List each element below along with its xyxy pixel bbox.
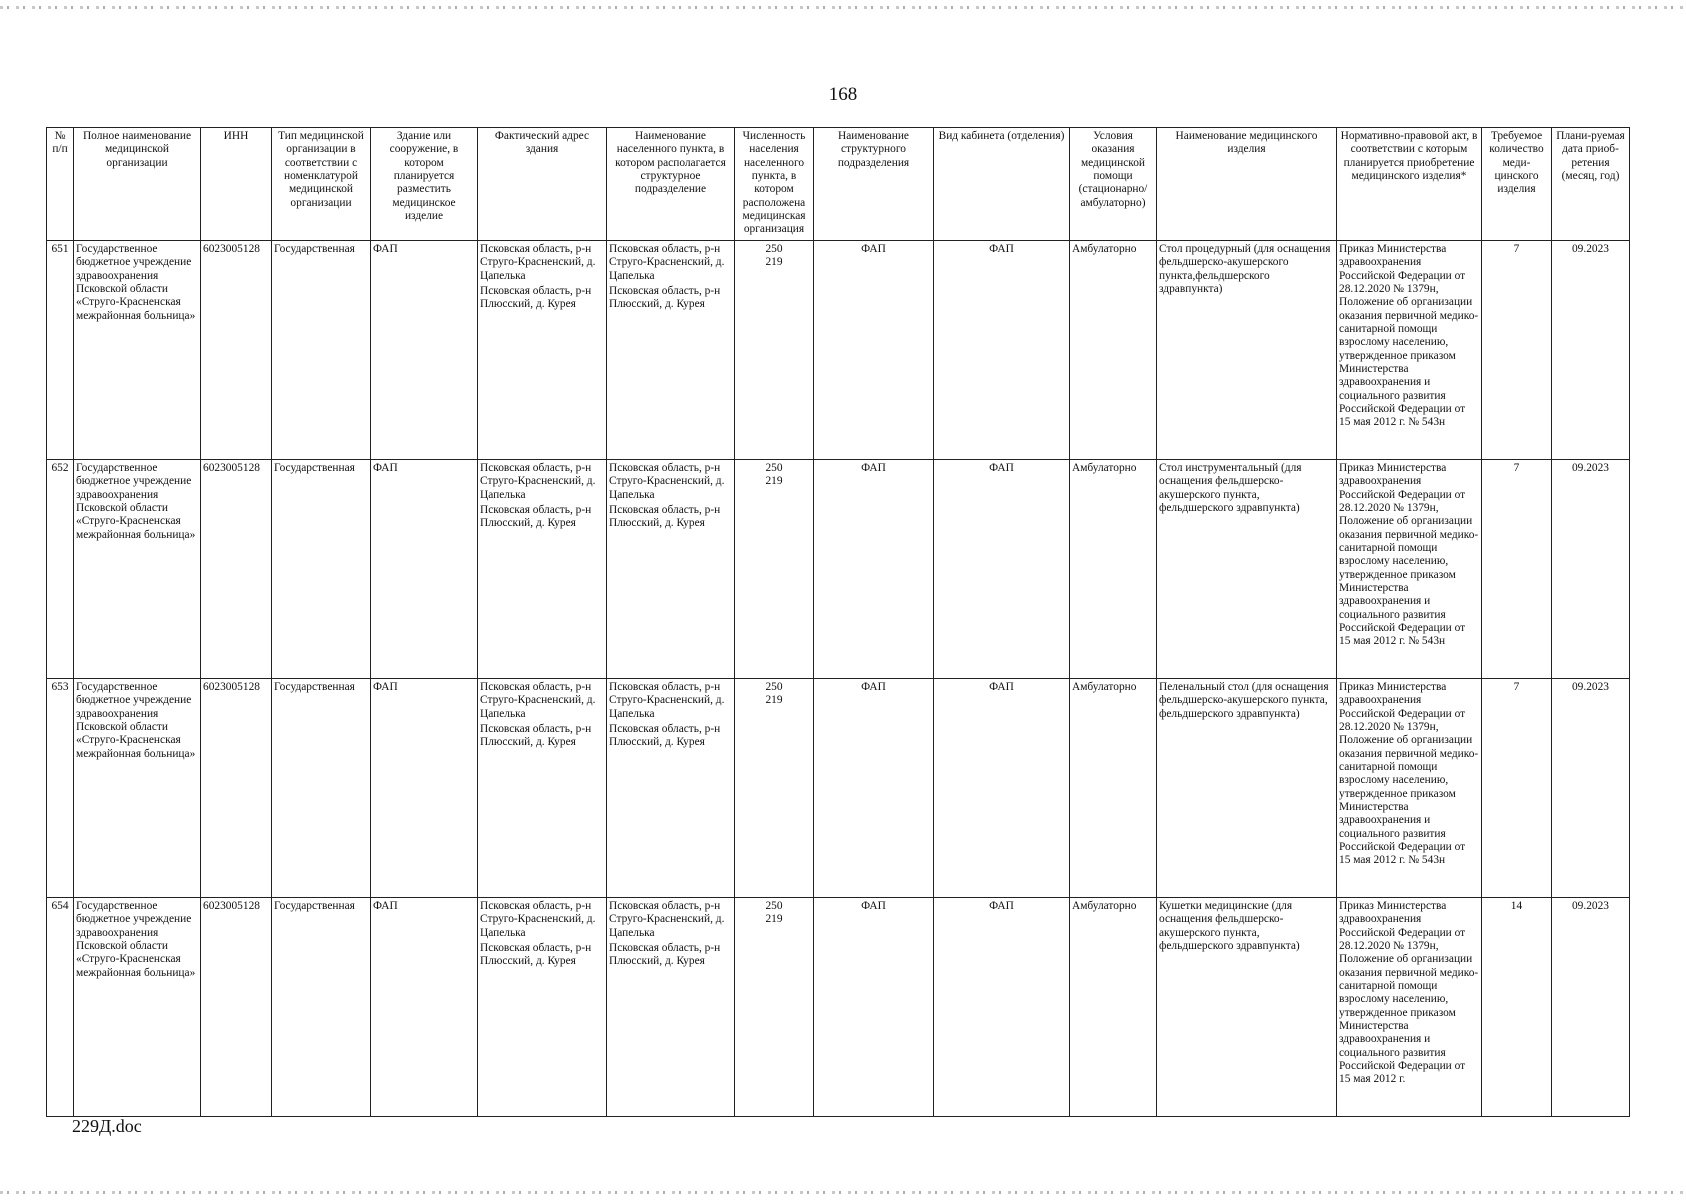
cell-population bbox=[735, 460, 814, 679]
header-cell-num: № п/п bbox=[47, 128, 74, 241]
cell-cabinet: ФАП bbox=[934, 679, 1070, 898]
header-cell-date: Плани-руемая дата приоб-ретения (месяц, год) bbox=[1552, 128, 1630, 241]
population-value: 219 bbox=[765, 694, 783, 707]
population-value: 219 bbox=[765, 475, 783, 488]
locality-line: Псковская область, р-н Струго-Красненский, д. Цапелька bbox=[609, 243, 725, 282]
file-name: 229Д.doc bbox=[72, 1116, 142, 1136]
table-row bbox=[47, 679, 1630, 898]
cell-locality bbox=[607, 679, 735, 898]
cell-type: Государственная bbox=[272, 898, 371, 1117]
cell-device: Кушетки медицинские (для оснащения фельдшерско-акушерского пункта, фельдшерского здравпункта) bbox=[1157, 898, 1337, 1117]
cell-inn: 6023005128 bbox=[201, 460, 272, 679]
cell-inn: 6023005128 bbox=[201, 898, 272, 1117]
cell-locality bbox=[607, 898, 735, 1117]
locality-line: Псковская область, р-н Плюсский, д. Курея bbox=[609, 504, 721, 530]
cell-org: Государственное бюджетное учреждение здравоохранения Псковской области «Струго-Красненская межрайонная больница» bbox=[74, 460, 201, 679]
cell-device: Пеленальный стол (для оснащения фельдшерско-акушерского пункта, фельдшерского здравпункта) bbox=[1157, 679, 1337, 898]
cell-conditions: Амбулаторно bbox=[1070, 679, 1157, 898]
cell-unit: ФАП bbox=[814, 460, 934, 679]
cell-type: Государственная bbox=[272, 460, 371, 679]
cell-address bbox=[478, 679, 607, 898]
cell-unit: ФАП bbox=[814, 241, 934, 460]
population-value: 250 bbox=[765, 243, 783, 255]
cell-population bbox=[735, 679, 814, 898]
population-value: 219 bbox=[765, 256, 783, 269]
cell-act: Приказ Министерства здравоохранения Российской Федерации от 28.12.2020 № 1379н, Положение об организации оказания первичной медико-санитарной помощи взрослому населению, утвержденное приказом Министерства здравоохранения и социального развития Российской Федерации от 15 мая 2012 г. № 543н bbox=[1337, 460, 1482, 679]
cell-unit: ФАП bbox=[814, 898, 934, 1117]
address-line: Псковская область, р-н Плюсский, д. Курея bbox=[480, 504, 592, 530]
header-cell-unit: Наименование структурного подразделения bbox=[814, 128, 934, 241]
cell-locality bbox=[607, 241, 735, 460]
cell-device: Стол инструментальный (для оснащения фельдшерско-акушерского пункта, фельдшерского здравпункта) bbox=[1157, 460, 1337, 679]
scan-edge-top bbox=[0, 6, 1686, 9]
table-row bbox=[47, 898, 1630, 1117]
header-cell-conditions: Условия оказания медицинской помощи (стационарно/ амбулаторно) bbox=[1070, 128, 1157, 241]
cell-population bbox=[735, 898, 814, 1117]
cell-type: Государственная bbox=[272, 241, 371, 460]
cell-cabinet: ФАП bbox=[934, 460, 1070, 679]
cell-quantity: 7 bbox=[1482, 241, 1552, 460]
cell-conditions: Амбулаторно bbox=[1070, 241, 1157, 460]
header-cell-inn: ИНН bbox=[201, 128, 272, 241]
cell-population bbox=[735, 241, 814, 460]
cell-address bbox=[478, 460, 607, 679]
cell-date: 09.2023 bbox=[1552, 679, 1630, 898]
population-value: 219 bbox=[765, 913, 783, 926]
address-line: Псковская область, р-н Струго-Красненский, д. Цапелька bbox=[480, 681, 596, 720]
address-line: Псковская область, р-н Струго-Красненский, д. Цапелька bbox=[480, 900, 596, 939]
population-value: 250 bbox=[765, 900, 783, 912]
cell-date: 09.2023 bbox=[1552, 898, 1630, 1117]
address-line: Псковская область, р-н Плюсский, д. Курея bbox=[480, 723, 592, 749]
cell-address bbox=[478, 241, 607, 460]
cell-org: Государственное бюджетное учреждение здравоохранения Псковской области «Струго-Красненская межрайонная больница» bbox=[74, 241, 201, 460]
cell-act: Приказ Министерства здравоохранения Российской Федерации от 28.12.2020 № 1379н, Положение об организации оказания первичной медико-санитарной помощи взрослому населению, утвержденное приказом Министерства здравоохранения и социального развития Российской Федерации от 15 мая 2012 г. № 543н bbox=[1337, 241, 1482, 460]
cell-act: Приказ Министерства здравоохранения Российской Федерации от 28.12.2020 № 1379н, Положение об организации оказания первичной медико-санитарной помощи взрослому населению, утвержденное приказом Министерства здравоохранения и социального развития Российской Федерации от 15 мая 2012 г. № 543н bbox=[1337, 679, 1482, 898]
locality-line: Псковская область, р-н Струго-Красненский, д. Цапелька bbox=[609, 681, 725, 720]
header-cell-locality: Наименование населенного пункта, в котором располагается структурное подразделение bbox=[607, 128, 735, 241]
address-line: Псковская область, р-н Струго-Красненский, д. Цапелька bbox=[480, 243, 596, 282]
locality-line: Псковская область, р-н Плюсский, д. Курея bbox=[609, 942, 721, 968]
cell-conditions: Амбулаторно bbox=[1070, 460, 1157, 679]
header-cell-building: Здание или сооружение, в котором планируется разместить медицинское изделие bbox=[371, 128, 478, 241]
header-cell-type: Тип медицинской организации в соответствии с номенклатурой медицинской организации bbox=[272, 128, 371, 241]
scan-edge-bottom bbox=[0, 1191, 1686, 1194]
cell-unit: ФАП bbox=[814, 679, 934, 898]
cell-num: 651 bbox=[47, 241, 74, 460]
header-cell-address: Фактический адрес здания bbox=[478, 128, 607, 241]
table-row bbox=[47, 241, 1630, 460]
cell-building: ФАП bbox=[371, 898, 478, 1117]
cell-cabinet: ФАП bbox=[934, 898, 1070, 1117]
locality-line: Псковская область, р-н Струго-Красненский, д. Цапелька bbox=[609, 900, 725, 939]
address-line: Псковская область, р-н Плюсский, д. Курея bbox=[480, 285, 592, 311]
cell-type: Государственная bbox=[272, 679, 371, 898]
address-line: Псковская область, р-н Струго-Красненский, д. Цапелька bbox=[480, 462, 596, 501]
locality-line: Псковская область, р-н Плюсский, д. Курея bbox=[609, 285, 721, 311]
cell-locality bbox=[607, 460, 735, 679]
header-cell-population: Численность населения населенного пункта, в котором расположена медицинская организация bbox=[735, 128, 814, 241]
locality-line: Псковская область, р-н Струго-Красненский, д. Цапелька bbox=[609, 462, 725, 501]
procurement-table bbox=[46, 127, 1630, 1117]
population-value: 250 bbox=[765, 681, 783, 693]
cell-address bbox=[478, 898, 607, 1117]
cell-date: 09.2023 bbox=[1552, 460, 1630, 679]
cell-cabinet: ФАП bbox=[934, 241, 1070, 460]
cell-num: 653 bbox=[47, 679, 74, 898]
cell-conditions: Амбулаторно bbox=[1070, 898, 1157, 1117]
address-line: Псковская область, р-н Плюсский, д. Курея bbox=[480, 942, 592, 968]
cell-org: Государственное бюджетное учреждение здравоохранения Псковской области «Струго-Красненская межрайонная больница» bbox=[74, 679, 201, 898]
cell-inn: 6023005128 bbox=[201, 241, 272, 460]
cell-inn: 6023005128 bbox=[201, 679, 272, 898]
cell-act: Приказ Министерства здравоохранения Российской Федерации от 28.12.2020 № 1379н, Положение об организации оказания первичной медико-санитарной помощи взрослому населению, утвержденное приказом Министерства здравоохранения и социального развития Российской Федерации от 15 мая 2012 г. bbox=[1337, 898, 1482, 1117]
cell-building: ФАП bbox=[371, 460, 478, 679]
cell-quantity: 7 bbox=[1482, 679, 1552, 898]
cell-num: 652 bbox=[47, 460, 74, 679]
page-number: 168 bbox=[828, 84, 858, 105]
cell-num: 654 bbox=[47, 898, 74, 1117]
cell-building: ФАП bbox=[371, 679, 478, 898]
cell-date: 09.2023 bbox=[1552, 241, 1630, 460]
header-cell-org: Полное наименование медицинской организации bbox=[74, 128, 201, 241]
header-cell-act: Нормативно-правовой акт, в соответствии с которым планируется приобретение медицинского изделия* bbox=[1337, 128, 1482, 241]
table-row bbox=[47, 460, 1630, 679]
header-cell-cabinet: Вид кабинета (отделения) bbox=[934, 128, 1070, 241]
population-value: 250 bbox=[765, 462, 783, 474]
cell-org: Государственное бюджетное учреждение здравоохранения Псковской области «Струго-Красненская межрайонная больница» bbox=[74, 898, 201, 1117]
header-cell-device: Наименование медицинского изделия bbox=[1157, 128, 1337, 241]
locality-line: Псковская область, р-н Плюсский, д. Курея bbox=[609, 723, 721, 749]
cell-building: ФАП bbox=[371, 241, 478, 460]
header-cell-quantity: Требуемое количество меди-цинского изделия bbox=[1482, 128, 1552, 241]
cell-quantity: 14 bbox=[1482, 898, 1552, 1117]
cell-quantity: 7 bbox=[1482, 460, 1552, 679]
table-header-row bbox=[47, 128, 1630, 241]
cell-device: Стол процедурный (для оснащения фельдшерско-акушерского пункта,фельдшерского здравпункта) bbox=[1157, 241, 1337, 460]
